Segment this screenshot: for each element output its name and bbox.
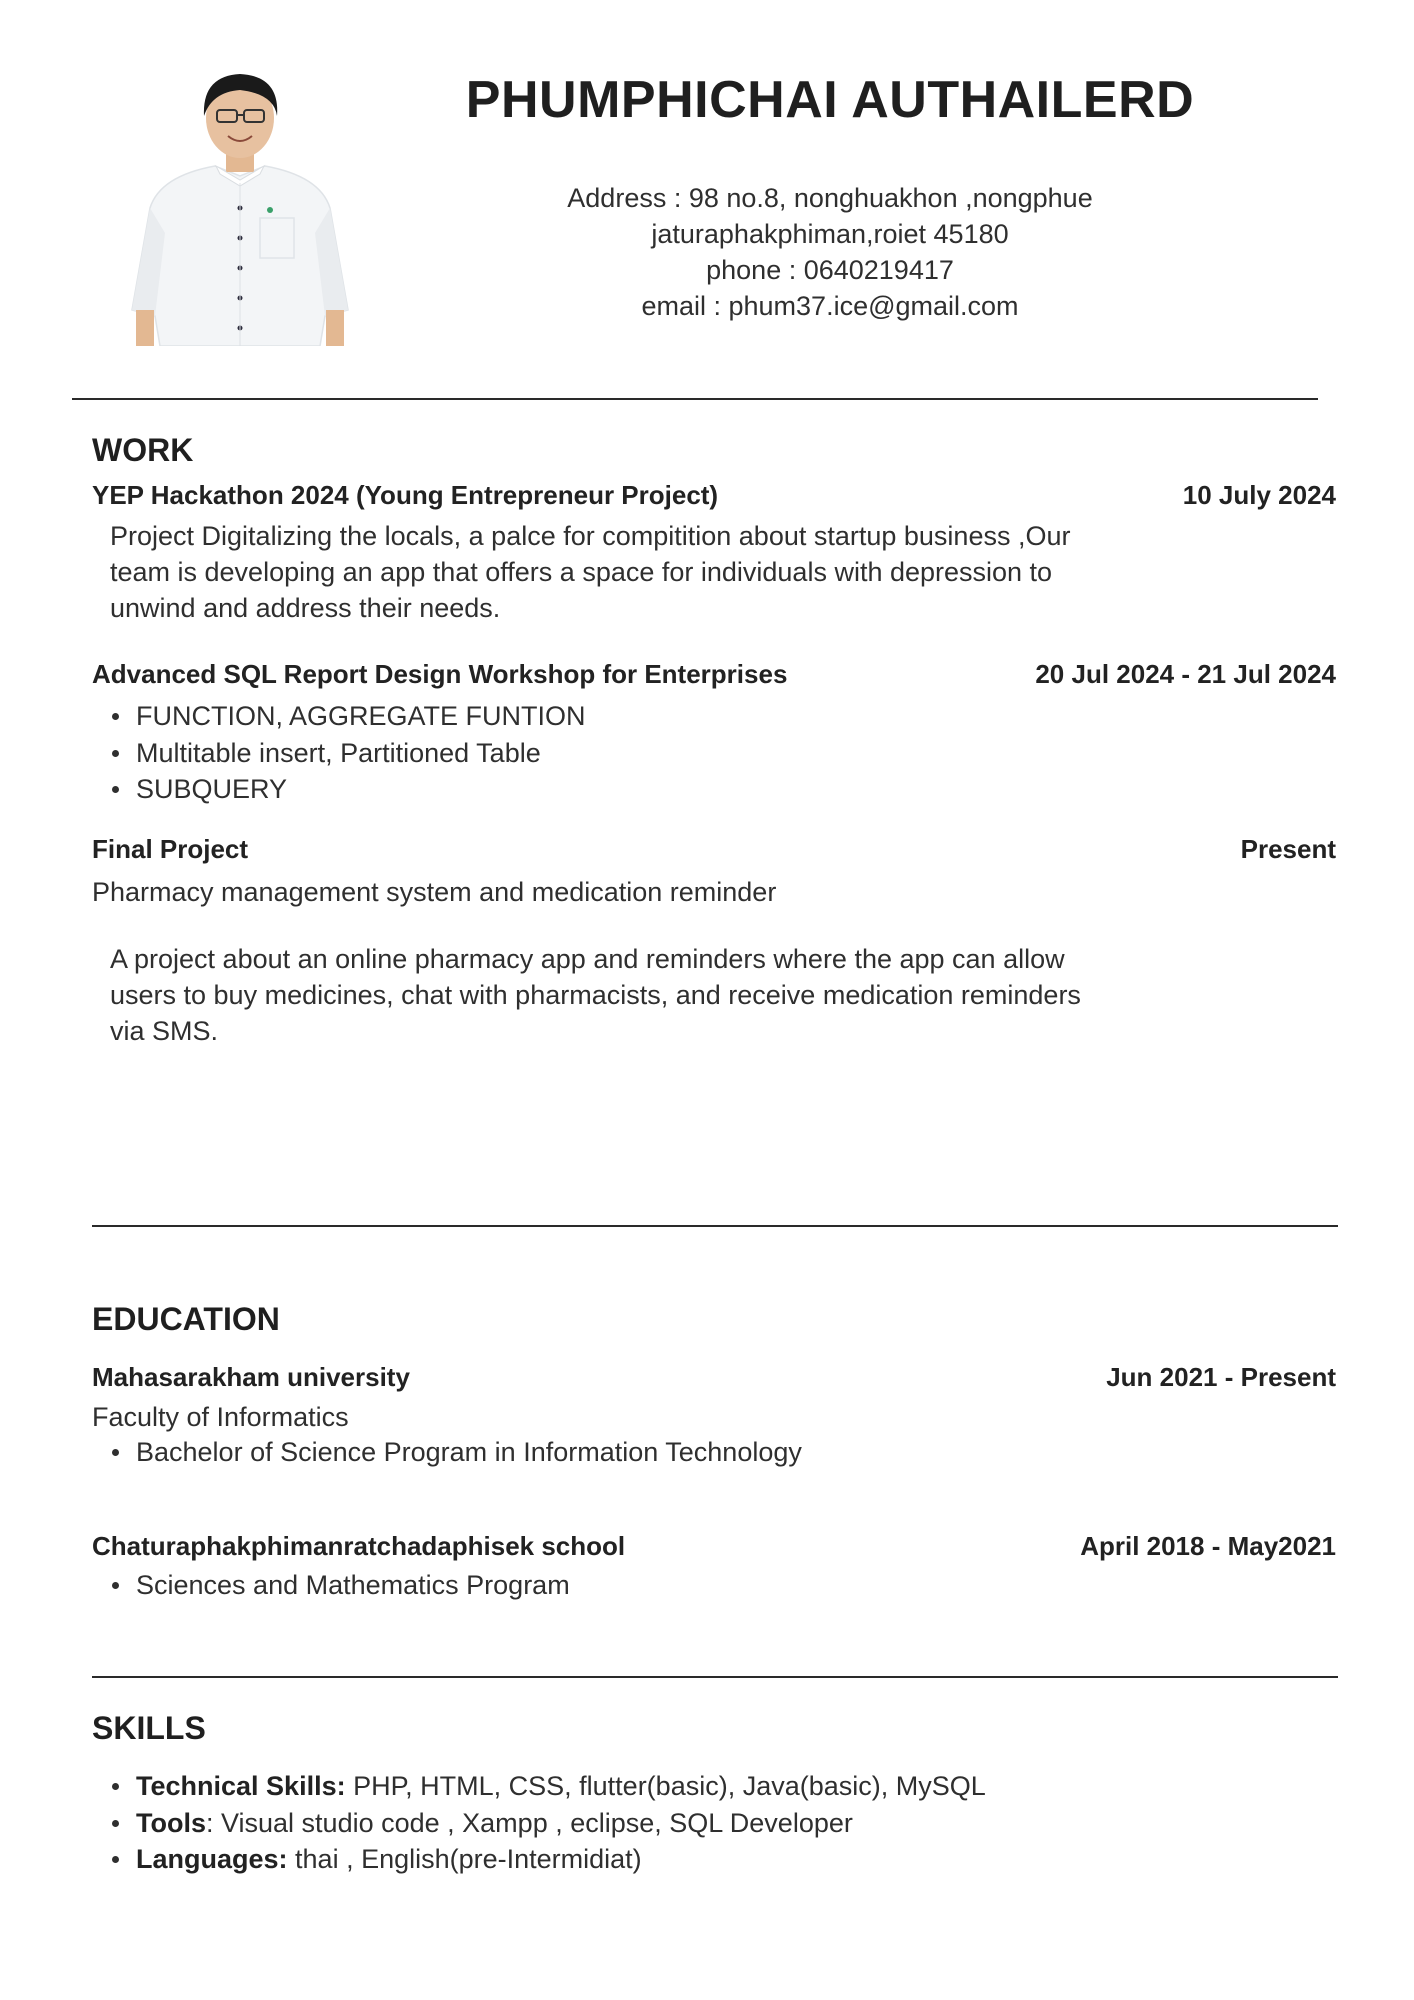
address-line-2: jaturaphakphiman,roiet 45180 [651, 219, 1009, 249]
education-section-title: EDUCATION [92, 1301, 280, 1337]
work-entry-subtitle: Pharmacy management system and medication reminder [92, 877, 777, 907]
work-entry-description [110, 941, 1190, 1049]
education-entry-title: Chaturaphakphimanratchadaphisek school [92, 1531, 626, 1561]
work-entry-title: Advanced SQL Report Design Workshop for Enterprises [92, 659, 788, 689]
email-text: email : phum37.ice@gmail.com [641, 291, 1019, 321]
skills-section-title: SKILLS [92, 1710, 206, 1746]
profile-photo [120, 58, 360, 346]
skills-list [92, 1768, 986, 1878]
work-entry-title: YEP Hackathon 2024 (Young Entrepreneur Project) [92, 480, 719, 510]
work-entry-date: 20 Jul 2024 - 21 Jul 2024 [1035, 659, 1336, 689]
education-entry-bullets [92, 1567, 570, 1604]
education-entry-subtitle: Faculty of Informatics [92, 1402, 349, 1432]
work-entry-bullets [92, 698, 586, 808]
work-entry-title: Final Project [92, 834, 249, 864]
skill-item [136, 1768, 986, 1805]
skill-value: thai , English(pre-Intermidiat) [287, 1844, 642, 1874]
work-entry-description [110, 518, 1170, 626]
address-line-1: Address : 98 no.8, nonghuakhon ,nongphue [567, 183, 1093, 213]
phone-text: phone : 0640219417 [706, 255, 954, 285]
skill-item [136, 1841, 986, 1878]
list-item: Sciences and Mathematics Program [136, 1567, 570, 1604]
list-item: Bachelor of Science Program in Information Technology [136, 1434, 802, 1471]
description-line: unwind and address their needs. [110, 593, 501, 623]
description-line: users to buy medicines, chat with pharmacists, and receive medication reminders [110, 980, 1081, 1010]
list-item: FUNCTION, AGGREGATE FUNTION [136, 698, 586, 735]
list-item: Multitable insert, Partitioned Table [136, 735, 586, 772]
skill-value: : Visual studio code , Xampp , eclipse, SQL Developer [206, 1807, 853, 1838]
description-line: A project about an online pharmacy app and reminders where the app can allow [110, 944, 1065, 974]
education-entry-title: Mahasarakham university [92, 1362, 410, 1392]
header-divider [72, 398, 1318, 400]
education-entry-bullets [92, 1434, 802, 1471]
skill-value: PHP, HTML, CSS, flutter(basic), Java(basic), MySQL [345, 1771, 986, 1801]
education-divider [92, 1676, 1338, 1678]
description-line: Project Digitalizing the locals, a palce for compitition about startup business ,Our [110, 521, 1071, 551]
skill-label: Languages: [136, 1844, 288, 1874]
skill-label: Technical Skills: [136, 1771, 346, 1801]
contact-block [360, 180, 1300, 324]
description-line: team is developing an app that offers a space for individuals with depression to [110, 557, 1053, 587]
skill-item [136, 1805, 986, 1842]
description-line: via SMS. [110, 1016, 219, 1046]
work-divider [92, 1225, 1338, 1227]
work-entry-date: Present [1240, 834, 1336, 864]
work-section-title: WORK [92, 432, 194, 468]
candidate-name: PHUMPHICHAI AUTHAILERD [465, 71, 1195, 129]
education-entry-date: April 2018 - May2021 [1080, 1531, 1336, 1561]
list-item: SUBQUERY [136, 771, 586, 808]
education-entry-date: Jun 2021 - Present [1106, 1362, 1336, 1392]
work-entry-date: 10 July 2024 [1182, 480, 1336, 510]
skill-label: Tools [136, 1807, 206, 1838]
